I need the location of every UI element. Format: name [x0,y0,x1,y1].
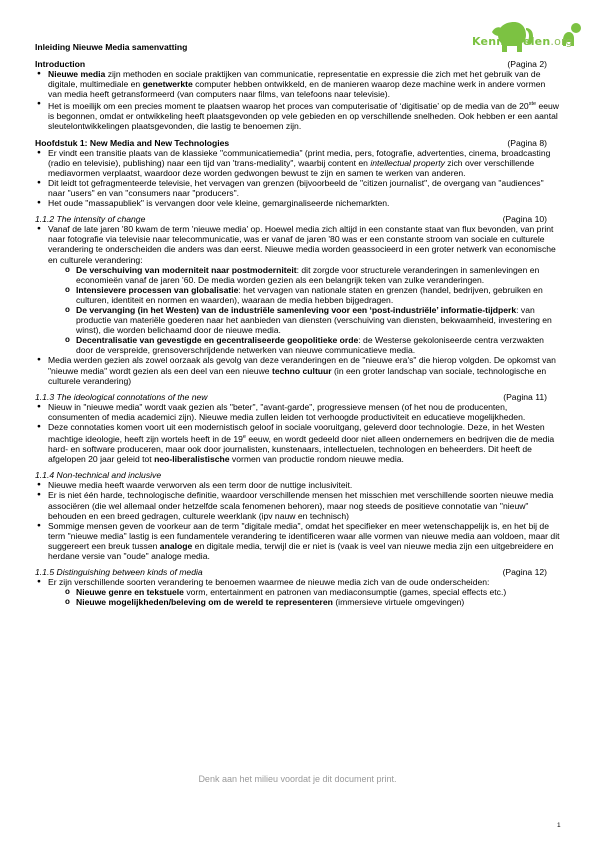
text: (immersieve virtuele omgevingen) [332,597,465,608]
list-item [35,577,561,607]
page-number: 1 [557,822,561,829]
text: : de Westerse gekoloniseerde centra verzwakten door de verspreide, grensoverschrijdende netwerken van nieuwe communicatieve media. [76,335,544,356]
bold-term: neo-liberalistische [154,454,230,465]
section-introduction-heading [35,59,561,69]
superscript: ste [528,101,537,108]
sub-list-item [62,587,561,597]
section-title: 1.1.4 Non-technical and inclusive [35,470,162,481]
bullet-list [35,224,561,386]
superscript: e [242,434,246,441]
bold-term: genetwerkte [142,79,193,90]
section-title: Introduction [35,59,86,69]
bold-term: Nieuwe genre en tekstuele [76,587,184,598]
sub-list-item [62,335,561,355]
text: (in een groter landschap van sociale, technologische en culturele verandering) [48,365,547,386]
list-item: ● Er is niet één harde, technologische definitie, waardoor verschillende mensen het misschien met verschillende soorten nieuwe media associëren (die wel allemaal onder hetzelfde scala fenomenen behoren), maar nog steeds de positieve connotatie van "nieuw" behouden en een breed gedragen, culturele weerklank (ipv nauw en technisch) [35,490,561,520]
text: vorm, entertainment en patronen van mediaconsumptie (games, special effects etc.) [183,587,507,598]
bold-term: Intensievere processen van globalisatie [76,284,239,295]
section-title: 1.1.2 The intensity of change [35,214,146,225]
text: vormen van productie rondom nieuwe media. [229,454,404,465]
text: Er zijn verschillende soorten verandering te benoemen waarmee de nieuwe media zich van de oude onderscheiden: [48,577,490,588]
bold-term: De vervanging (in het Westen) van de industriële samenleving voor een ‘post-industriële’ informatie-tijdperk [76,305,517,316]
sub-list-item [62,265,561,285]
text: eeuw, en wordt gedeeld door niet alleen ondernemers en bedrijven die de media hard- en software produceren, maar ook door journalisten, kunstenaars, intellectuelen, technologen en beheerders. Dit heeft de afgelopen 20 jaar geleid tot [48,434,555,465]
sub-list [48,265,561,356]
text: zijn methoden en sociale praktijken van communicatie, representatie en expressie die zich met het gebruik van de digitale, multimediale en [48,69,541,90]
text: : het vervagen van nationale staten en grenzen (handel, bedrijven, gebruiken en culturen, identiteit en normen en waarden), waaraan de media hebben bijgedragen. [76,284,543,305]
section-title: Hoofdstuk 1: New Media and New Technologies [35,137,230,148]
text: Vanaf de late jaren '80 kwam de term 'nieuwe media' op. Hoewel media zich altijd in een constante staat van flux bevonden, van print naar fotografie via televisie naar telecommunicatie, was er vanaf de jaren '80 was er een constante stroom van sociale en culturele verandering te onderscheiden die anders was dan eerst. Nieuwe media worden geassocieerd in een groter netwerk van economische en culturele verandering: [48,224,556,265]
text: zich over verschillende mediavormen verplaatst, waardoor deze worden gedwongen bewust te zijn en samen te werken van anderen. [48,157,535,178]
bullet-list [35,402,561,464]
text: en digitale media, terwijl die er niet is (vaak is veel van nieuwe media zijn een uitgebreidere en herdane versie van "oude" analoge media. [48,540,554,562]
page-reference: (Pagina 12) [502,567,547,578]
page-reference: (Pagina 2) [507,59,547,69]
section-1-1-4-heading [35,470,561,480]
footer-note: Denk aan het milieu voordat je dit document print. [198,774,397,784]
list-item [35,355,561,385]
list-item [35,521,561,561]
section-1-1-2-heading [35,214,561,224]
text: Sommige mensen geven de voorkeur aan de term "digitale media", omdat het specifieker en meer wetenschappelijk is, en het bij de term "nieuwe media" lastig is een fundamentele verandering te identificeren waar alle vormen van nieuwe media aan voldoen, maar dit suggereert een breuk tussen [48,520,560,551]
sub-list-item [62,285,561,305]
list-item: ● Dit leidt tot gefragmenteerde televisie, het vervagen van grenzen (bijvoorbeeld de "citizen journalist", de overgang van "audiences" naar "users" en van "consumers naar "producers". [35,178,561,198]
logo-brand: Kennisdelen [472,35,551,48]
section-1-1-3-heading [35,392,561,402]
page-reference: (Pagina 10) [502,214,547,225]
text: : van productie van materiële goederen naar het aanbieden van diensten (verschuiving van diensten, bekwaamheid, investering en winst), die worden belichaamd door de nieuwe media. [76,305,552,336]
bullet-list [35,69,561,131]
document-body [35,59,561,608]
list-item [35,69,561,99]
bullet-list [35,577,561,607]
text: : dit zorgde voor structurele veranderingen in samenlevingen en economieën vanaf de jaren '60. De media worden gezien als een belangrijk teken van zulke veranderingen. [76,264,540,285]
sub-list [48,587,561,607]
logo-tld: .org [550,35,573,48]
list-item [35,422,561,464]
list-item: ● Het oude "massapubliek" is vervangen door vele kleine, gemarginaliseerde nichemarkten. [35,198,561,208]
bold-term: Nieuwe mogelijkheden/beleving om de wereld te representeren [76,597,333,608]
list-item [35,148,561,178]
text: computer hebben ontwikkeld, en de manieren waarop deze machine werk in andere vormen van media heeft getransformeerd (van computers naar films, van telefoons naar televisie). [48,79,546,100]
bullet-list [35,148,561,209]
bold-term: analoge [159,540,193,551]
section-chapter1-heading [35,138,561,148]
text: eeuw is begonnen, omdat er ontwikkeling heeft plaatsgevonden op vele gebieden en op verschillende snelheden. Ook hebben er een aantal sleutelontwikkelingen plaatsgevonden, die lastig te benoemen zijn. [48,101,559,132]
bold-term: techno cultuur [271,365,332,376]
text: Media werden gezien als zowel oorzaak als gevolg van deze veranderingen en de "nieuwe era's" die hierop volgden. De opkomst van "nieuwe media" wordt gezien als een deel van een nieuwe [48,355,556,376]
section-title: 1.1.5 Distinguishing between kinds of media [35,567,203,578]
section-1-1-5-heading [35,567,561,577]
bullet-list [35,480,561,561]
bold-term: Decentralisatie van gevestigde en gecentraliseerde geopolitieke orde [76,335,359,346]
bold-term: De verschuiving van moderniteit naar postmoderniteit [76,264,297,275]
bold-term: Nieuwe media [48,69,106,80]
text: Het is moeilijk om een precies moment te plaatsen waarop het proces van computerisatie of ‘digitisatie’ op de media van de 20 [48,101,529,112]
list-item [35,99,561,131]
sub-list-item [62,597,561,607]
document-title: Inleiding Nieuwe Media samenvatting [35,42,188,52]
list-item: ● Nieuwe media heeft waarde verworven als een term door de nuttige inclusiviteit. [35,480,561,490]
text: Deze connotaties komen voort uit een modernistisch geloof in sociale vooruitgang, geleverd door technologie. Deze, in het Westen machtige ideologie, heeft zijn wortels heeft in de 19 [48,422,545,444]
logo-wordmark[interactable] [472,35,573,48]
list-item: ● Nieuw in "nieuwe media" wordt vaak gezien als "beter", "avant-garde", progressieve mensen (of het nou de producenten, consumenten of media academici zijn). Nieuwe media zullen leiden tot verhoogde productiviteit en educatieve mogelijkheden. [35,402,561,422]
text: Er vindt een transitie plaats van de klassieke "communicatiemedia" (print media, pers, fotografie, advertenties, cinema, broadcasting (radio en televisie), publishing) naar een tijd van 'trans-mediality", waarbij content en [48,147,551,168]
page-reference: (Pagina 11) [503,391,547,402]
list-item [35,224,561,355]
section-title: 1.1.3 The ideological connotations of the new [35,391,208,402]
page-reference: (Pagina 8) [507,137,547,148]
italic-term: intellectual property [370,157,445,168]
sub-list-item [62,305,561,335]
